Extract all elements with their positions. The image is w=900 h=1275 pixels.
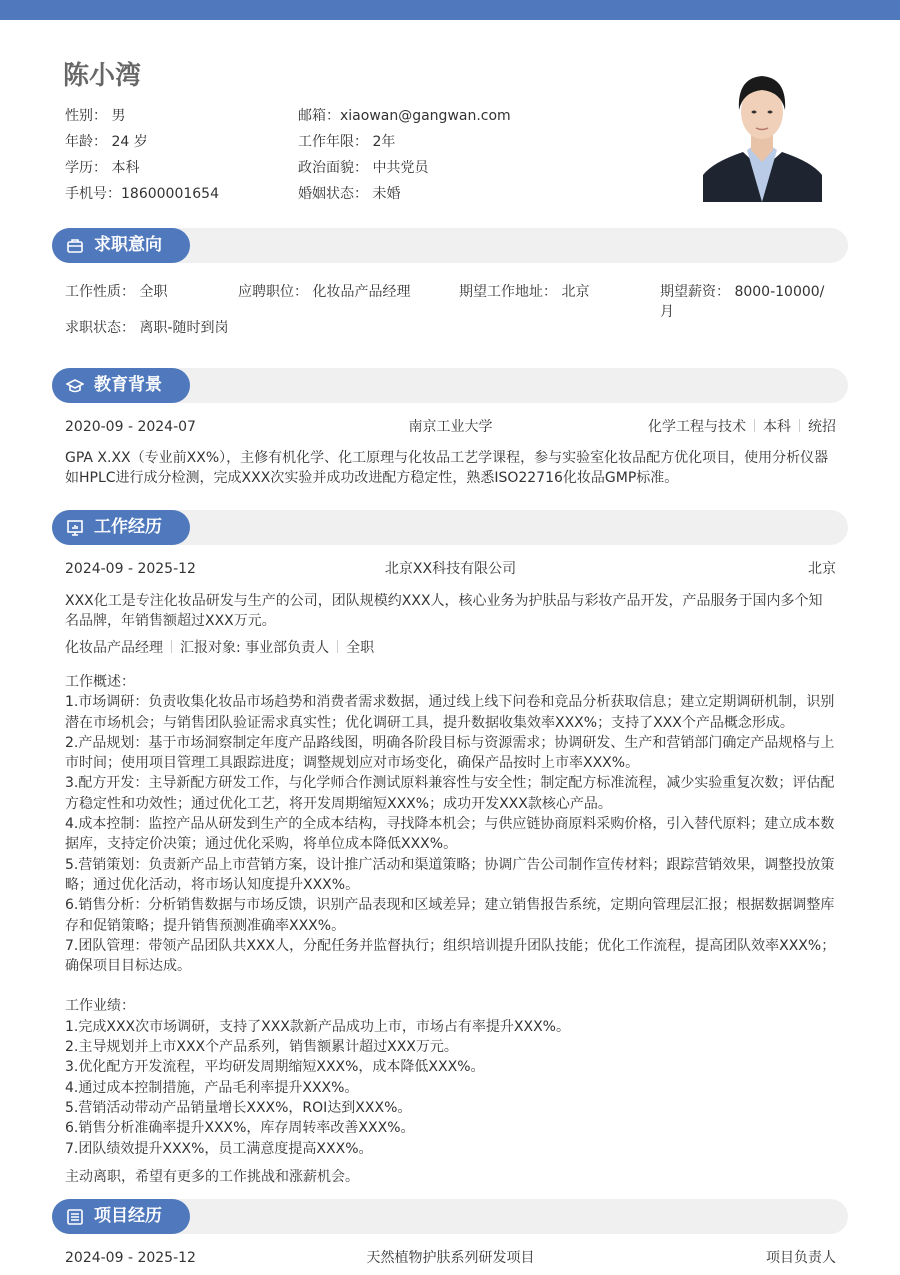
- achievement-item: 1.完成XXX次市场调研，支持了XXX款新产品成功上市，市场占有率提升XXX%。: [65, 1018, 570, 1035]
- education-description: GPA X.XX（专业前XX%），主修有机化学、化工原理与化妆品工艺学课程，参与实验室化妆品配方优化项目，使用分析仪器如HPLC进行成分检测，完成XXX次实验并成功改进配方稳定性，熟悉ISO22716化妆品GMP标准。: [65, 450, 829, 486]
- target-location: 期望工作地址： 北京: [459, 284, 590, 300]
- section-header-project: [52, 1199, 848, 1234]
- job-title: 化妆品产品经理: [65, 640, 163, 656]
- phone: 手机号：18600001654: [65, 186, 219, 202]
- project-date: 2024-09 - 2025-12: [65, 1250, 196, 1266]
- work-content: [65, 559, 836, 1187]
- personal-info: [65, 103, 585, 207]
- email: 邮箱：xiaowan@gangwan.com: [298, 108, 511, 124]
- achievement-item: 3.优化配方开发流程，平均研发周期缩短XXX%，成本降低XXX%。: [65, 1059, 485, 1076]
- overview-item: 4.成本控制：监控产品从研发到生产的全成本结构，寻找降本机会；与供应链协商原料采购价格，引入替代原料；建立成本数据库，支持定价决策；通过优化采购，将单位成本降低XXX%。: [65, 816, 835, 853]
- gender: 性别： 男: [65, 108, 126, 124]
- target-position: 应聘职位： 化妆品产品经理: [238, 284, 411, 300]
- section-title: 教育背景: [94, 375, 162, 395]
- company-name: 北京XX科技有限公司: [384, 561, 517, 577]
- overview-item: 1.市场调研：负责收集化妆品市场趋势和消费者需求数据，通过线上线下问卷和竞品分析获取信息；建立定期调研机制，识别潜在市场机会；与销售团队验证需求真实性；优化调研工具，提升数据收集效率XXX%；支持了XXX个产品概念形成。: [65, 694, 835, 731]
- overview-title: 工作概述：: [65, 674, 135, 690]
- project-content: [65, 1248, 836, 1268]
- work-tags: [65, 638, 836, 658]
- overview-item: 2.产品规划：基于市场洞察制定年度产品路线图，明确各阶段目标与资源需求；协调研发、生产和营销部门确定产品规格与上市时间；使用项目管理工具跟踪进度；调整规划应对市场变化，确保产品按时上市率XXX%。: [65, 734, 835, 772]
- employment-type: 全职: [346, 640, 375, 656]
- work-date: 2024-09 - 2025-12: [65, 561, 196, 577]
- work-city: 北京: [808, 561, 836, 577]
- marital-status: 婚姻状态： 未婚: [298, 186, 401, 202]
- overview-item: 3.配方开发：主导新配方研发工作，与化学师合作测试原料兼容性与安全性；制定配方标准流程，减少实验重复次数；评估配方稳定性和功效性；通过优化工艺，将开发周期缩短XXX%；成功开发XXX款核心产品。: [65, 775, 835, 812]
- target-salary: 期望薪资： 8000-10000/月: [660, 284, 825, 320]
- overview-item: 6.销售分析：分析销售数据与市场反馈，识别产品表现和区域差异；建立销售报告系统，定期向管理层汇报；根据数据调整库存和促销策略；提升销售预测准确率XXX%。: [65, 897, 835, 934]
- achievement-item: 6.销售分析准确率提升XXX%，库存周转率改善XXX%。: [65, 1120, 415, 1137]
- company-description: XXX化工是专注化妆品研发与生产的公司，团队规模约XXX人，核心业务为护肤品与彩妆产品开发，产品服务于国内多个知名品牌，年销售额超过XXX万元。: [65, 593, 823, 629]
- briefcase-icon: [66, 237, 84, 255]
- work-years: 工作年限： 2年: [298, 134, 396, 150]
- enrollment-type: 统招: [808, 419, 836, 435]
- section-title: 工作经历: [94, 517, 162, 537]
- list-icon: [66, 1208, 84, 1226]
- achievement-item: 5.营销活动带动产品销量增长XXX%，ROI达到XXX%。: [65, 1099, 412, 1116]
- section-header-work: [52, 510, 848, 545]
- job-type: 工作性质： 全职: [65, 284, 168, 300]
- section-title: 项目经历: [94, 1206, 162, 1226]
- candidate-name: 陈小湾: [63, 61, 142, 91]
- education-content: [65, 417, 836, 488]
- achievement-item: 2.主导规划并上市XXX个产品系列，销售额累计超过XXX万元。: [65, 1039, 458, 1056]
- job-status: 求职状态： 离职-随时到岗: [65, 320, 229, 336]
- job-intent-content: [65, 282, 836, 338]
- presentation-chart-icon: [66, 519, 84, 537]
- graduation-cap-icon: [66, 377, 84, 395]
- leave-reason: 主动离职，希望有更多的工作挑战和涨薪机会。: [65, 1168, 359, 1185]
- work-overview: [65, 672, 836, 976]
- achievement-item: 7.团队绩效提升XXX%，员工满意度提高XXX%。: [65, 1140, 373, 1157]
- political-status: 政治面貌： 中共党员: [298, 160, 429, 176]
- project-name: 天然植物护肤系列研发项目: [366, 1250, 535, 1266]
- top-accent-bar: [0, 0, 900, 20]
- achievements-title: 工作业绩：: [65, 998, 135, 1015]
- profile-photo: [703, 70, 822, 202]
- work-achievements: [65, 996, 836, 1158]
- edu-date: 2020-09 - 2024-07: [65, 419, 196, 435]
- section-title: 求职意向: [94, 235, 162, 255]
- age: 年龄： 24 岁: [65, 134, 148, 150]
- overview-item: 5.营销策划：负责新产品上市营销方案，设计推广活动和渠道策略；协调广告公司制作宣传材料；跟踪营销效果，调整投放策略；通过优化活动，将市场认知度提升XXX%。: [65, 856, 835, 893]
- project-role: 项目负责人: [766, 1250, 836, 1266]
- achievement-item: 4.通过成本控制措施，产品毛利率提升XXX%。: [65, 1079, 359, 1096]
- school-name: 南京工业大学: [408, 419, 493, 435]
- education-level: 学历： 本科: [65, 160, 140, 176]
- overview-item: 7.团队管理：带领产品团队共XXX人，分配任务并监督执行；组织培训提升团队技能；优化工作流程，提高团队效率XXX%；确保项目目标达成。: [65, 937, 836, 975]
- major: 化学工程与技术: [648, 419, 746, 435]
- degree: 本科: [763, 419, 791, 435]
- section-header-education: [52, 368, 848, 403]
- section-header-job-intent: [52, 228, 848, 263]
- reports-to: 汇报对象: 事业部负责人: [180, 640, 330, 656]
